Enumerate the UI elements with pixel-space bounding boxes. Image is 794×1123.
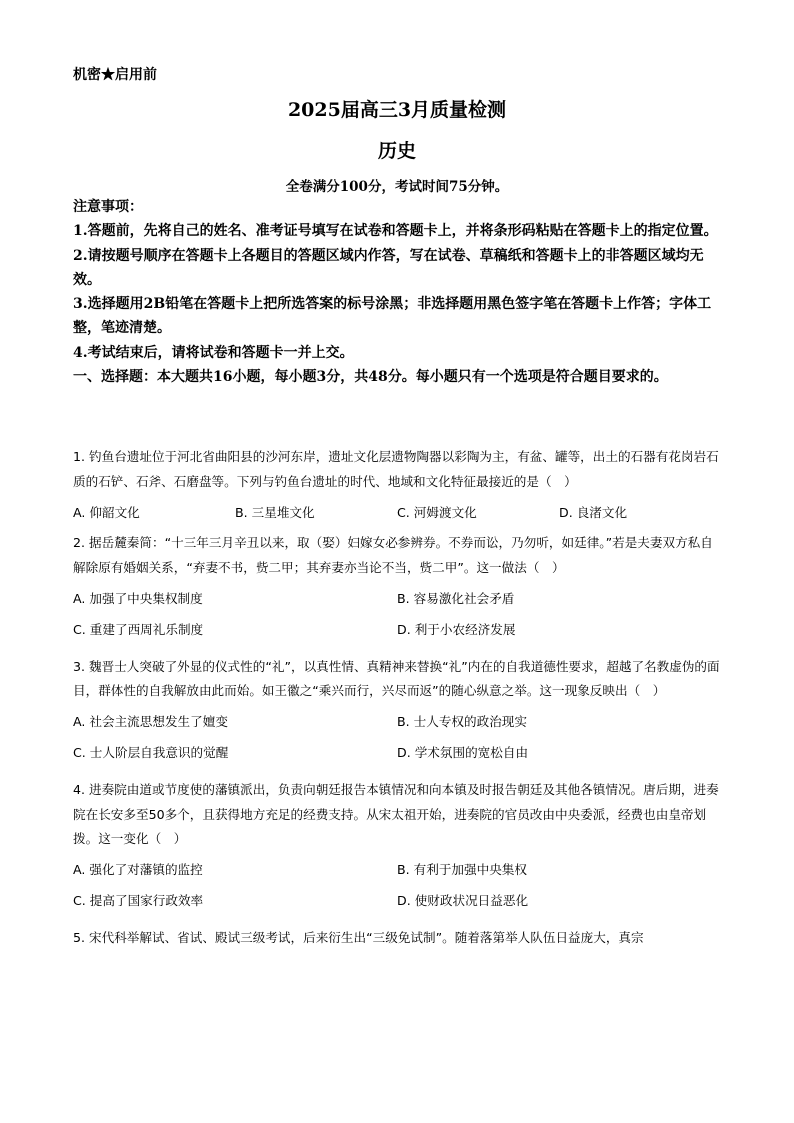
questions-block <box>73 445 721 957</box>
question-stem: 2. 据岳麓秦简：“十三年三月辛丑以来，取（娶）妇嫁女必参辨券。不券而讼，乃勿听，如廷律。”若是夫妻双方私自解除原有婚姻关系，“弃妻不书，赀二甲；其弃妻亦当论不当，赀二甲”。这一做法（ ） <box>73 535 713 576</box>
question-5 <box>73 926 721 951</box>
question-2 <box>73 531 721 648</box>
question-stem: 4. 进奏院由道或节度使的藩镇派出，负责向朝廷报告本镇情况和向本镇及时报告朝廷及其他各镇情况。唐后期，进奏院在长安多至50多个，且获得地方充足的经费支持。从宋太祖开始，进奏院的官员改由中央委派，经费也由皇帝划拨。这一变化（ ） <box>73 781 719 847</box>
confidential-label: 机密★启用前 <box>73 67 157 83</box>
option-b: B. 容易激化社会矛盾 <box>397 590 515 606</box>
exam-info: 全卷满分100分，考试时间75分钟。 <box>285 179 509 195</box>
option-d: D. 利于小农经济发展 <box>397 621 516 637</box>
option-b: B. 有利于加强中央集权 <box>397 862 527 878</box>
notes-block <box>73 195 718 389</box>
question-stem: 3. 魏晋士人突破了外显的仪式性的“礼”，以真性情、真精神来替换“礼”内在的自我道德性要求，超越了名教虚伪的面目，群体性的自我解放由此而始。如王徽之“乘兴而行，兴尽而返”的随心纵意之举。这一现象反映出（ ） <box>73 658 720 699</box>
options-grid <box>73 710 721 772</box>
options-grid <box>73 587 721 649</box>
subject-title: 历史 <box>377 140 416 162</box>
option-c: C. 提高了国家行政效率 <box>73 892 204 908</box>
section-heading: 一、选择题：本大题共16小题，每小题3分，共48分。每小题只有一个选项是符合题目要求的。 <box>73 369 668 386</box>
option-d: D. 良渚文化 <box>559 504 628 520</box>
option-a: A. 加强了中央集权制度 <box>73 590 203 606</box>
option-b: B. 士人专权的政治现实 <box>397 714 527 730</box>
question-3 <box>73 655 721 772</box>
note-item: 2.请按题号顺序在答题卡上各题目的答题区域内作答，写在试卷、草稿纸和答题卡上的非答题区域均无效。 <box>73 247 704 288</box>
question-1 <box>73 445 721 525</box>
option-a: A. 仰韶文化 <box>73 504 140 520</box>
notes-heading: 注意事项： <box>73 199 143 215</box>
option-c: C. 重建了西周礼乐制度 <box>73 621 204 637</box>
exam-title: 2025届高三3月质量检测 <box>287 99 507 121</box>
option-a: A. 社会主流思想发生了嬗变 <box>73 714 228 730</box>
option-d: D. 使财政状况日益恶化 <box>397 892 529 908</box>
option-d: D. 学术氛围的宽松自由 <box>397 744 529 760</box>
question-stem: 1. 钓鱼台遗址位于河北省曲阳县的沙河东岸，遗址文化层遗物陶器以彩陶为主，有盆、罐等，出土的石器有花岗岩石质的石铲、石斧、石磨盘等。下列与钓鱼台遗址的时代、地域和文化特征最接近的是（ ） <box>73 449 719 489</box>
options-grid <box>73 858 721 920</box>
option-c: C. 河姆渡文化 <box>397 504 477 520</box>
note-item: 4.考试结束后，请将试卷和答题卡一并上交。 <box>73 344 354 361</box>
option-b: B. 三星堆文化 <box>235 504 315 520</box>
option-a: A. 强化了对藩镇的监控 <box>73 862 203 878</box>
note-item: 3.选择题用2B铅笔在答题卡上把所选答案的标号涂黑；非选择题用黑色签字笔在答题卡上作答；字体工整，笔迹清楚。 <box>73 296 712 337</box>
question-4 <box>73 778 721 920</box>
options-row <box>73 501 721 526</box>
question-stem: 5. 宋代科举解试、省试、殿试三级考试，后来衍生出“三级免试制”。随着落第举人队伍日益庞大，真宗 <box>73 929 644 945</box>
option-c: C. 士人阶层自我意识的觉醒 <box>73 744 229 760</box>
note-item: 1.答题前，先将自己的姓名、准考证号填写在试卷和答题卡上，并将条形码粘贴在答题卡上的指定位置。 <box>73 223 718 240</box>
